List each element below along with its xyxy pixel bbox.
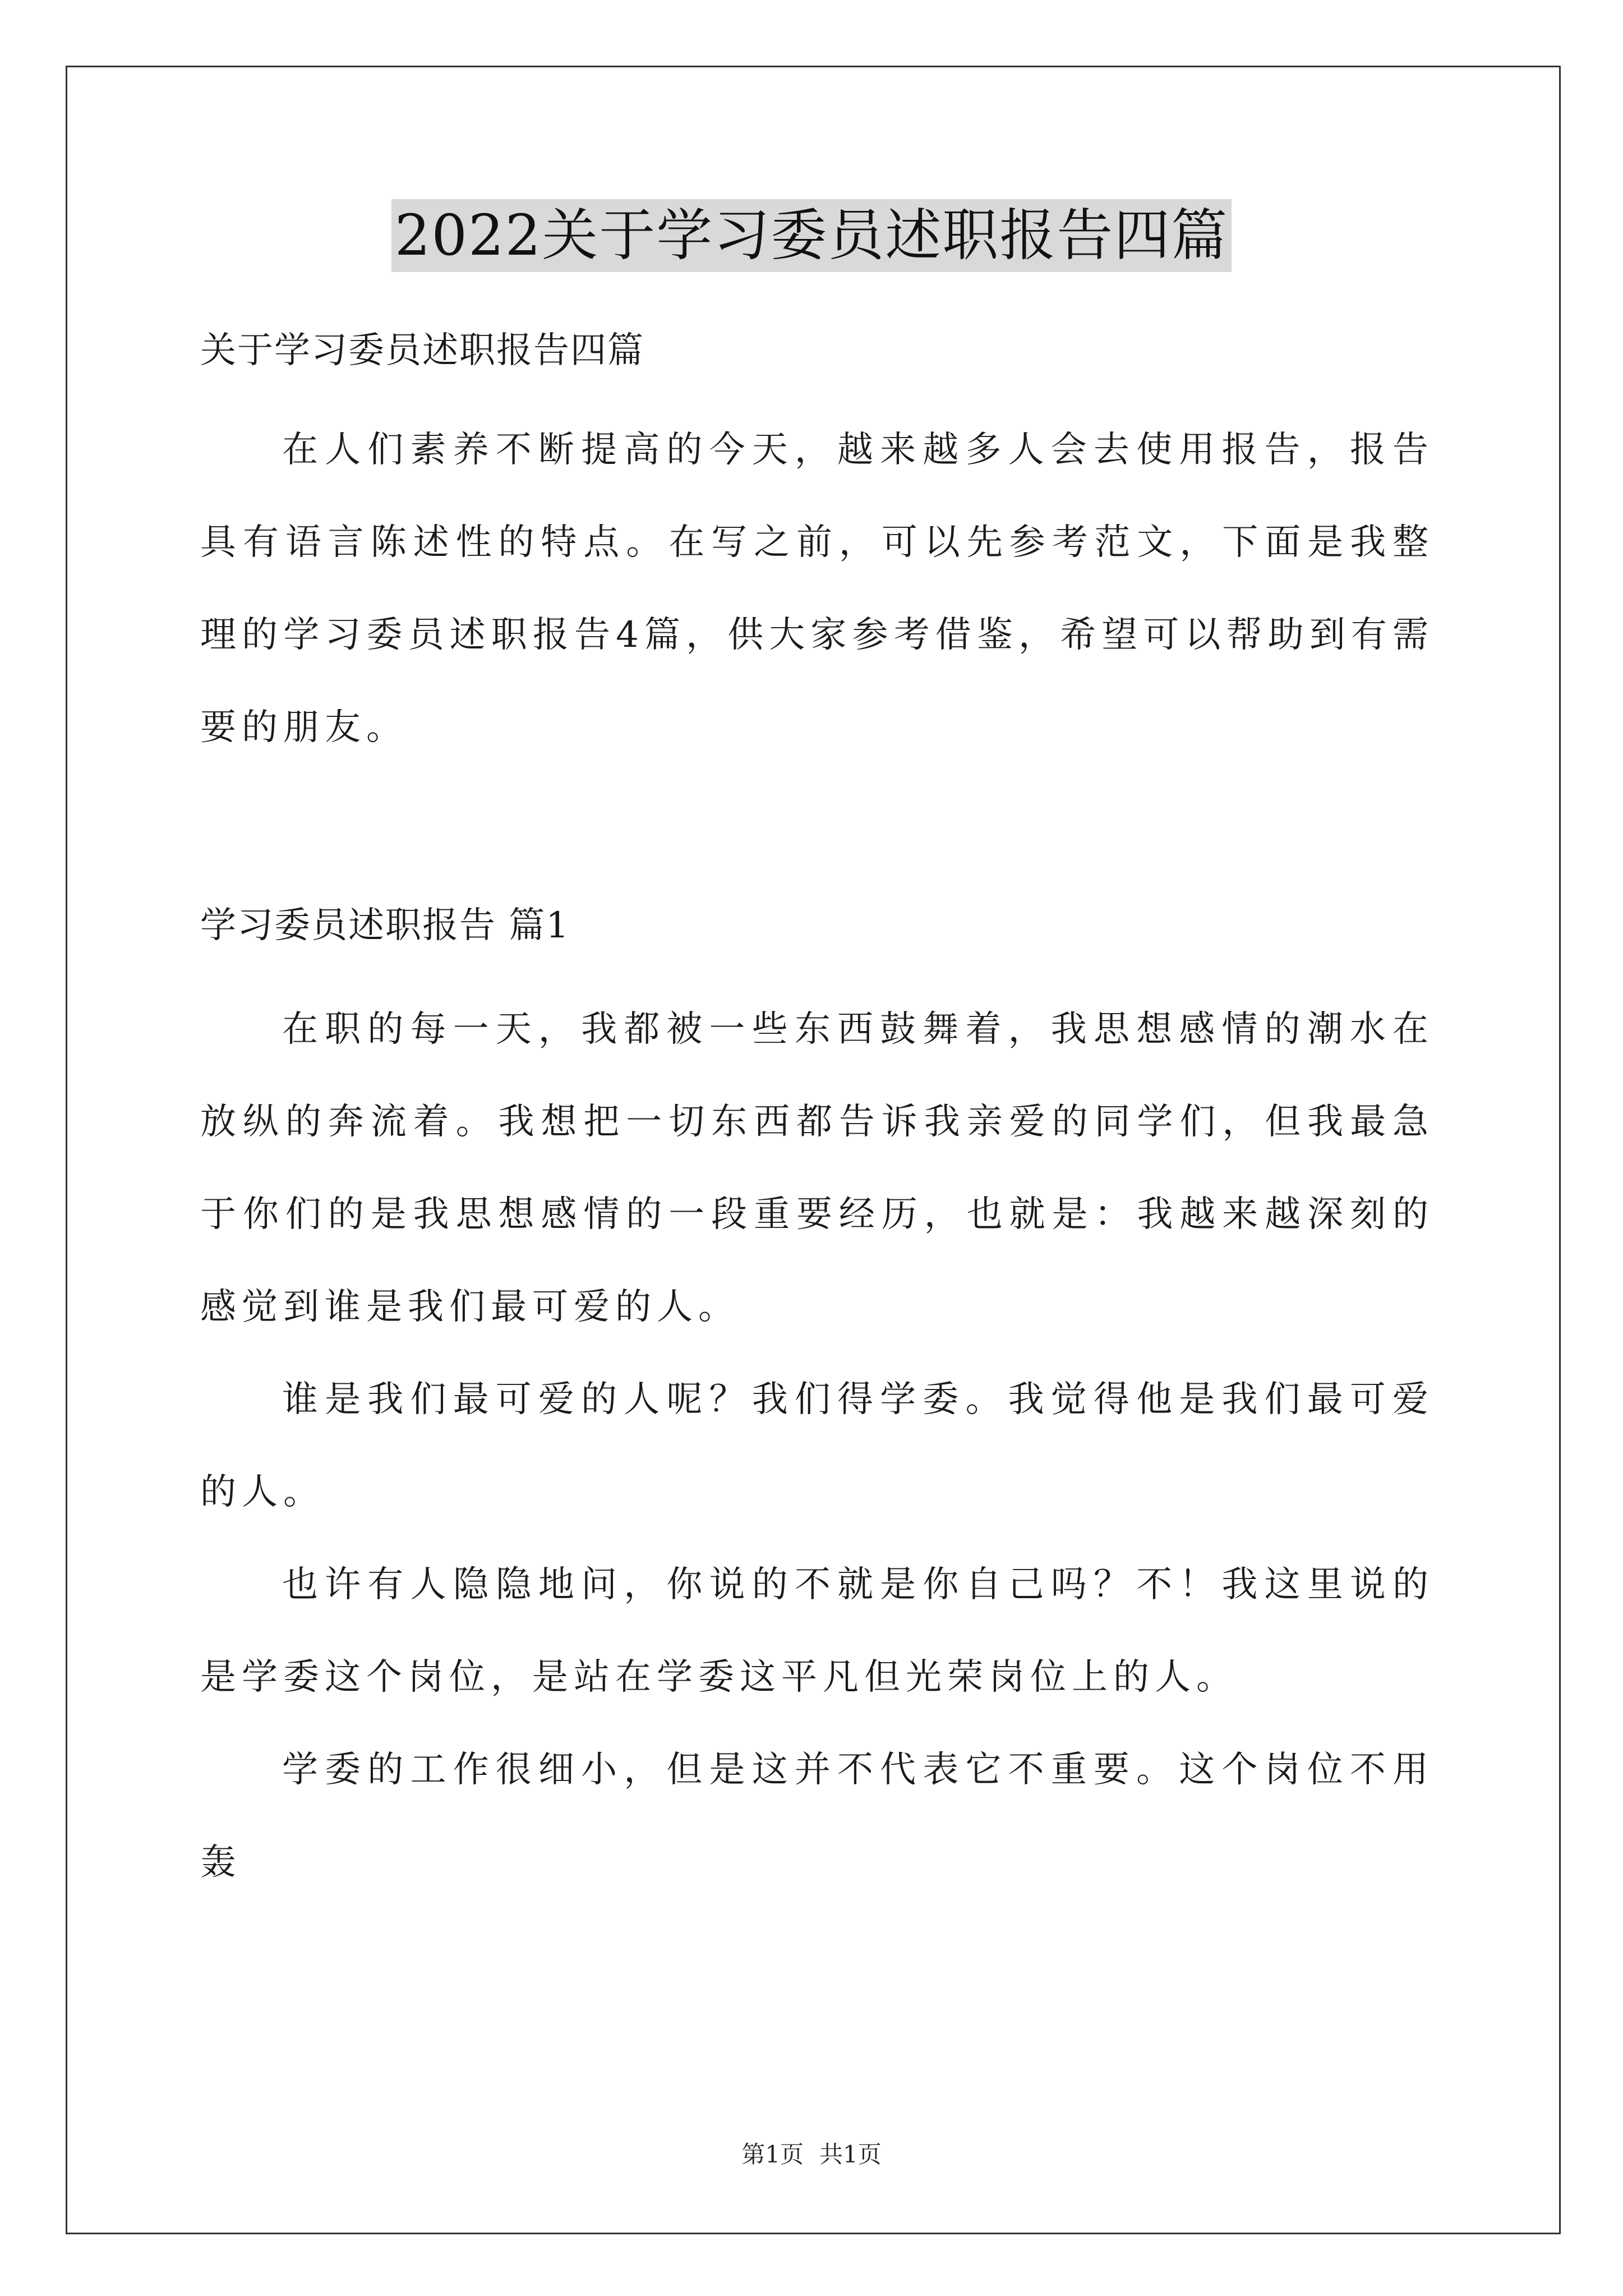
page-number: 第1页 — [741, 2141, 804, 2168]
document-subtitle: 关于学习委员述职报告四篇 — [200, 330, 644, 371]
section-heading: 学习委员述职报告 篇1 — [200, 905, 570, 946]
body-paragraph: 也许有人隐隐地问，你说的不就是你自己吗？不！我这里说的是学委这个岗位，是站在学委这平凡但光荣岗位上的人。 — [200, 1564, 1434, 1698]
page-footer — [0, 2136, 1623, 2170]
document-body — [200, 314, 1434, 1909]
document-title: 2022关于学习委员述职报告四篇 — [391, 199, 1232, 272]
intro-paragraph: 在人们素养不断提高的今天，越来越多人会去使用报告，报告具有语言陈述性的特点。在写之前，可以先参考范文，下面是我整理的学习委员述职报告4篇，供大家参考借鉴，希望可以帮助到有需要的朋友。 — [200, 429, 1434, 748]
title-container — [0, 199, 1623, 272]
body-paragraph: 谁是我们最可爱的人呢？我们得学委。我觉得他是我们最可爱的人。 — [200, 1379, 1434, 1513]
body-paragraph: 学委的工作很细小，但是这并不代表它不重要。这个岗位不用轰 — [200, 1749, 1434, 1883]
body-paragraph: 在职的每一天，我都被一些东西鼓舞着，我思想感情的潮水在放纵的奔流着。我想把一切东西都告诉我亲爱的同学们，但我最急于你们的是我思想感情的一段重要经历，也就是：我越来越深刻的感觉到谁是我们最可爱的人。 — [200, 1009, 1434, 1328]
page-count: 共1页 — [819, 2141, 882, 2168]
